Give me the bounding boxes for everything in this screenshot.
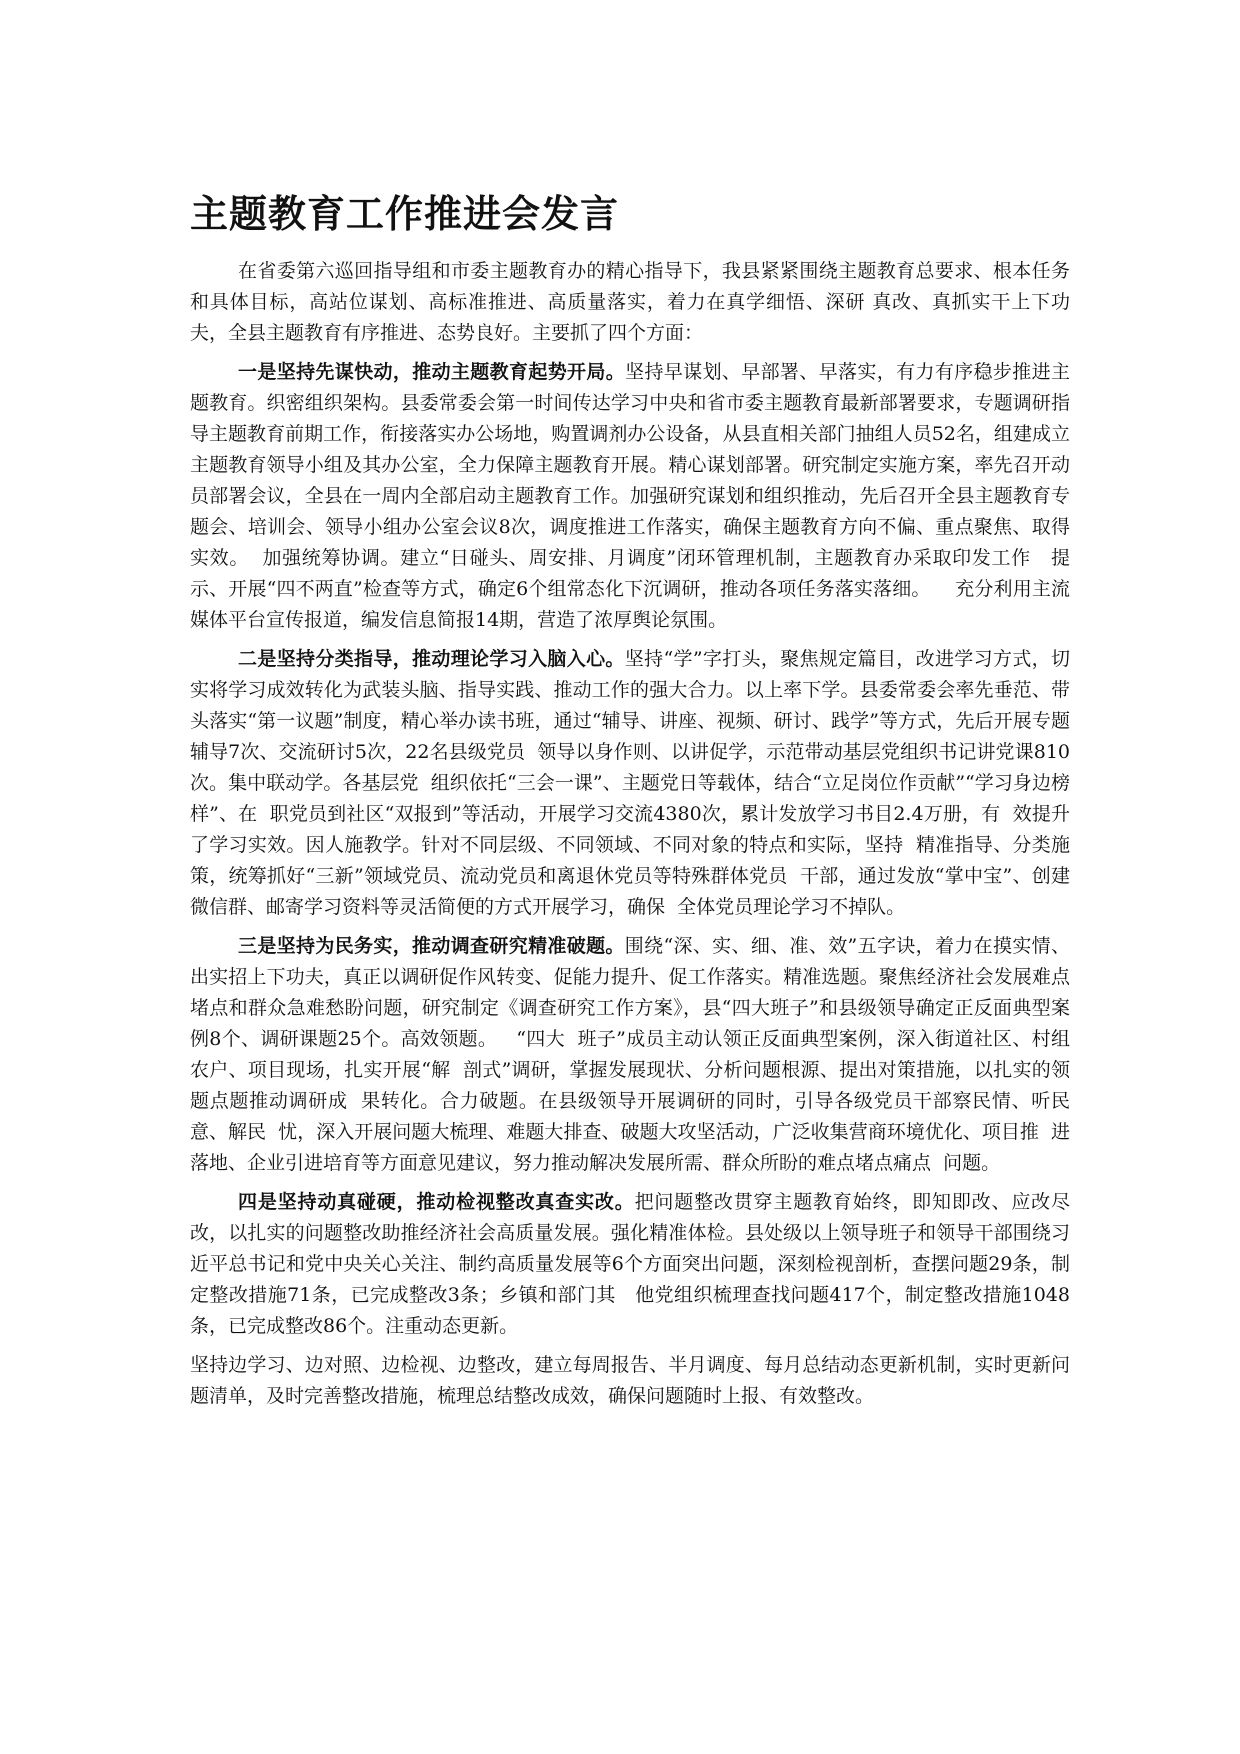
section-lead-4: 四是坚持动真碰硬，推动检视整改真查实改。 [238,1191,635,1213]
section-body-1: 坚持早谋划、早部署、早落实，有力有序稳步推进主题教育。织密组织架构。县委常委会第一时间传达学习中央和省市委主题教育最新部署要求，专题调研指导主题教育前期工作，衔接落实办公场地，购置调剂办公设备，从县直相关部门抽组人员52名，组建成立主题教育领导小组及其办公室，全力保障主题教育开展。精心谋划部署。研究制定实施方案，率先召开动员部署会议，全县在一周内全部启动主题教育工作。加强研究谋划和组织推动，先后召开全县主题教育专题会、培训会、领导小组办公室会议8次，调度推进工作落实，确保主题教育方向不偏、重点聚焦、取得实效。 加强统筹协调。建立“日碰头、周安排、月调度”闭环管理机制，主题教育办采取印发工作 提示、开展“四不两直”检查等方式，确定6个组常态化下沉调研，推动各项任务落实落细。 充分利用主流媒体平台宣传报道，编发信息简报14期，营造了浓厚舆论氛围。 [190,361,1070,631]
section-lead-1: 一是坚持先谋快动，推动主题教育起势开局。 [238,361,626,383]
document-title: 主题教育工作推进会发言 [190,192,620,236]
section-lead-3: 三是坚持为民务实，推动调查研究精准破题。 [238,935,625,957]
section-paragraph-4 [190,1187,1070,1342]
section-body-2: 坚持“学”字打头，聚焦规定篇目，改进学习方式，切实将学习成效转化为武装头脑、指导实践、推动工作的强大合力。以上率下学。县委常委会率先垂范、带头落实“第一议题”制度，精心举办读书班，通过“辅导、讲座、视频、研讨、践学”等方式，先后开展专题辅导7次、交流研讨5次，22名县级党员 领导以身作则、以讲促学，示范带动基层党组织书记讲党课810次。集中联动学。各基层党 组织依托“三会一课”、主题党日等载体，结合“立足岗位作贡献”“学习身边榜样”、在 职党员到社区“双报到”等活动，开展学习交流4380次，累计发放学习书目2.4万册，有 效提升了学习实效。因人施教学。针对不同层级、不同领域、不同对象的特点和实际，坚持 精准指导、分类施策，统筹抓好“三新”领域党员、流动党员和离退休党员等特殊群体党员 干部，通过发放“掌中宝”、创建微信群、邮寄学习资料等灵活简便的方式开展学习，确保 全体党员理论学习不掉队。 [190,648,1070,918]
section-lead-2: 二是坚持分类指导，推动理论学习入脑入心。 [238,648,625,670]
section-paragraph-1 [190,357,1070,636]
closing-paragraph: 坚持边学习、边对照、边检视、边整改，建立每周报告、半月调度、每月总结动态更新机制，实时更新问题清单，及时完善整改措施，梳理总结整改成效，确保问题随时上报、有效整改。 [190,1354,1070,1407]
section-body-3: 围绕“深、实、细、准、效”五字诀，着力在摸实情、出实招上下功夫，真正以调研促作风转变、促能力提升、促工作落实。精准选题。聚焦经济社会发展难点堵点和群众急难愁盼问题，研究制定《调查研究工作方案》，县“四大班子”和县级领导确定正反面典型案例8个、调研课题25个。高效领题。 “四大 班子”成员主动认领正反面典型案例，深入街道社区、村组农户、项目现场，扎实开展“解 剖式”调研，掌握发展现状、分析问题根源、提出对策措施，以扎实的领题点题推动调研成 果转化。合力破题。在县级领导开展调研的同时，引导各级党员干部察民情、听民意、解民 忧，深入开展问题大梳理、难题大排查、破题大攻坚活动，广泛收集营商环境优化、项目推 进落地、企业引进培育等方面意见建议，努力推动解决发展所需、群众所盼的难点堵点痛点 问题。 [190,935,1070,1174]
document-page [190,190,1070,1420]
section-paragraph-3 [190,931,1070,1179]
section-paragraph-2 [190,644,1070,923]
intro-paragraph: 在省委第六巡回指导组和市委主题教育办的精心指导下，我县紧紧围绕主题教育总要求、根本任务和具体目标，高站位谋划、高标准推进、高质量落实，着力在真学细悟、深研 真改、真抓实干上下功夫，全县主题教育有序推进、态势良好。主要抓了四个方面： [190,260,1070,344]
section-body-4: 把问题整改贯穿主题教育始终，即知即改、应改尽改，以扎实的问题整改助推经济社会高质量发展。强化精准体检。县处级以上领导班子和领导干部围绕习近平总书记和党中央关心关注、制约高质量发展等6个方面突出问题，深刻检视剖析，查摆问题29条，制定整改措施71条，已完成整改3条；乡镇和部门其 他党组织梳理查找问题417个，制定整改措施1048条，已完成整改86个。注重动态更新。 [190,1191,1070,1337]
